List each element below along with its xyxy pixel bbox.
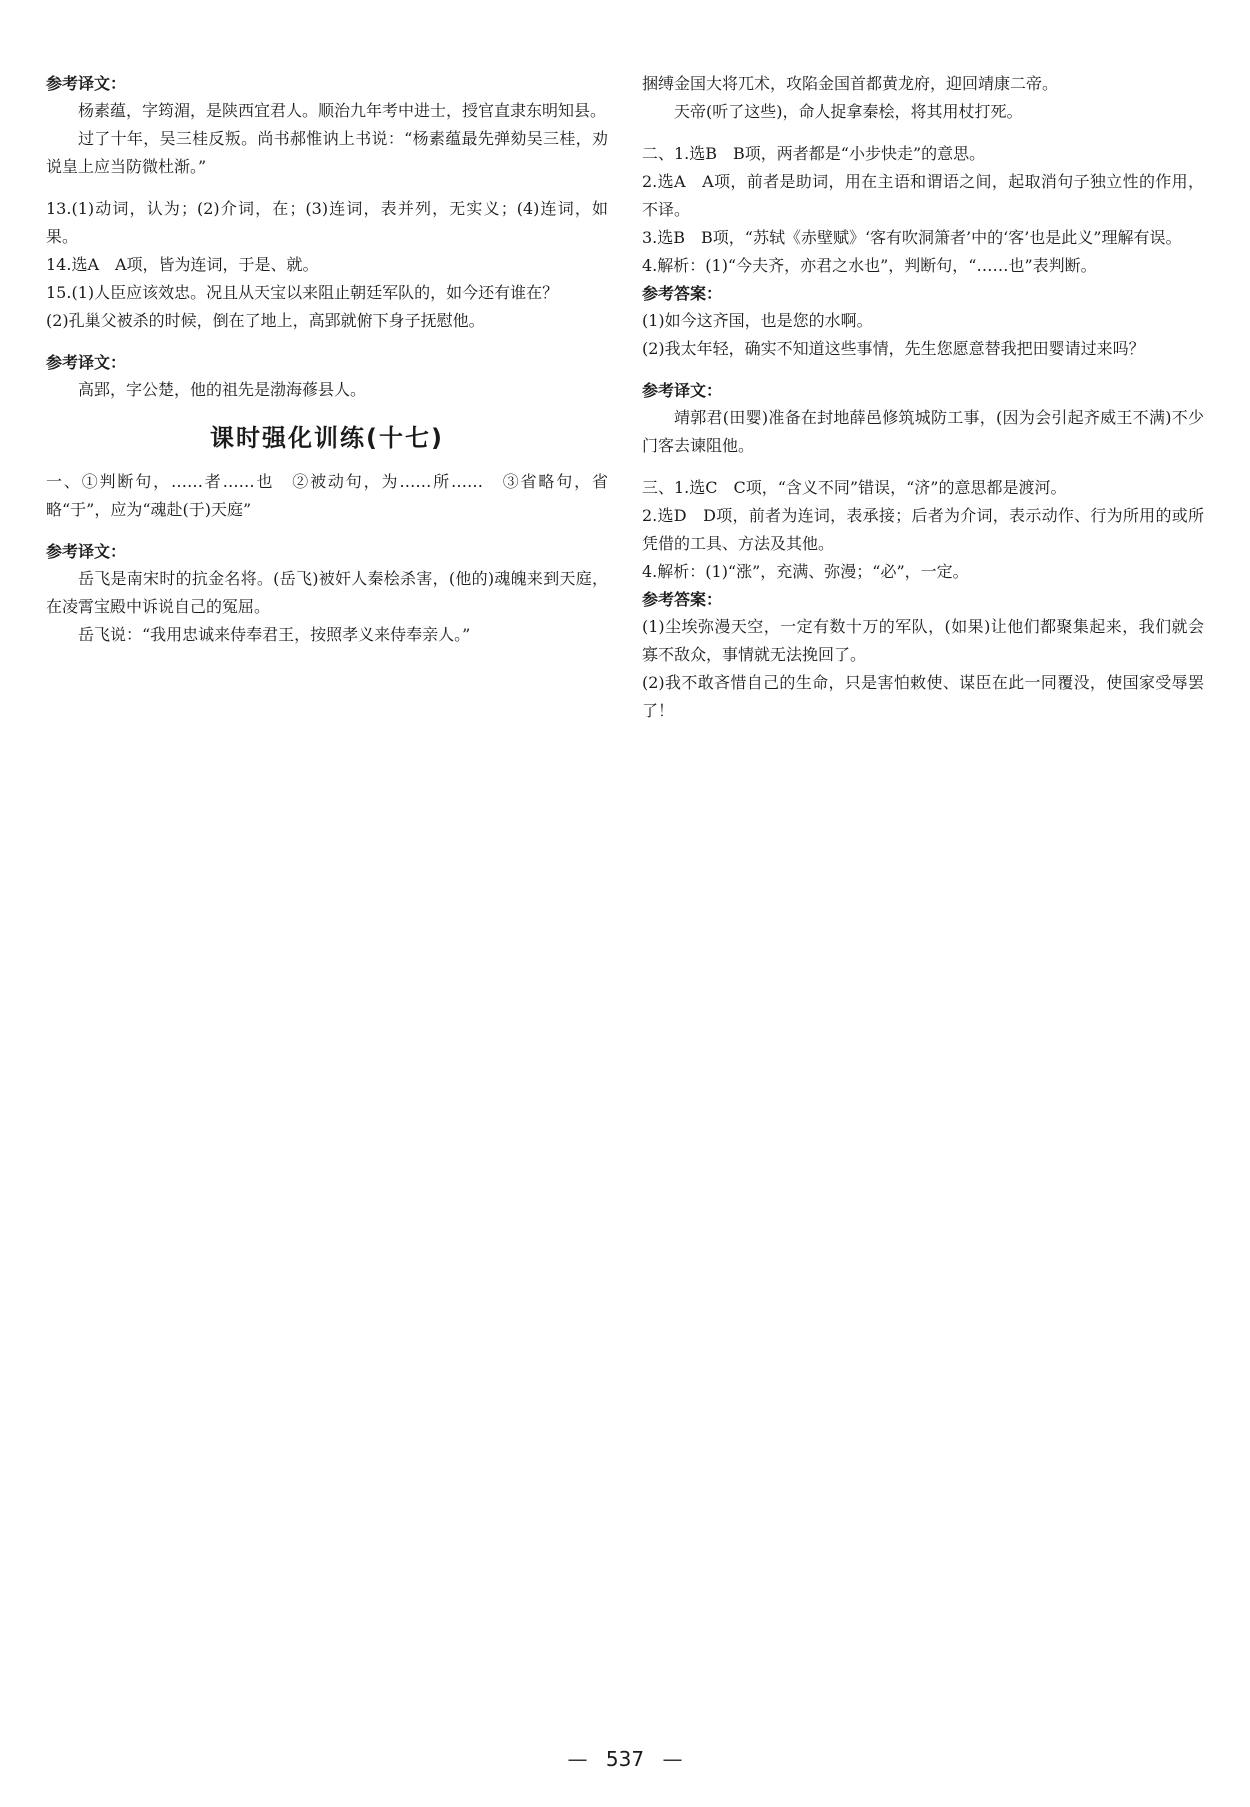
answers-part-two (642, 140, 1204, 363)
footer-dash: — (662, 1747, 683, 1771)
section-label: 参考答案： (642, 284, 723, 303)
answer-1: 二、1.选B B项，两者都是“小步快走”的意思。 (642, 144, 986, 163)
section-label: 参考译文： (46, 74, 127, 93)
answer-15-2: (2)孔巢父被杀的时候，倒在了地上，高郢就俯下身子抚慰他。 (46, 311, 485, 330)
section-label: 参考答案： (642, 590, 723, 609)
answer-4: 4.解析：(1)“今夫齐，亦君之水也”，判断句，“……也”表判断。 (642, 256, 1097, 275)
translation-block-tian-ying (642, 377, 1204, 460)
paragraph: 天帝(听了这些)，命人捉拿秦桧，将其用杖打死。 (674, 102, 1023, 121)
page-number: 537 (605, 1747, 645, 1771)
section-label: 参考译文： (46, 353, 127, 372)
answer-text: (1)尘埃弥漫天空，一定有数十万的军队，(如果)让他们都聚集起来，我们就会寡不敌众，事情就无法挽回了。 (642, 617, 1204, 664)
answer-item: 4.解析：(1)“涨”，充满、弥漫；“必”，一定。 (642, 562, 969, 581)
paragraph: 岳飞是南宋时的抗金名将。(岳飞)被奸人秦桧杀害，(他的)魂魄来到天庭，在凌霄宝殿中诉说自己的冤屈。 (46, 569, 608, 616)
answer-item: 2.选D D项，前者为连词，表承接；后者为介词，表示动作、行为所用的或所凭借的工具、方法及其他。 (642, 506, 1204, 553)
section-label: 参考译文： (46, 542, 127, 561)
answer-text: (1)如今这齐国，也是您的水啊。 (642, 311, 873, 330)
paragraph: 靖郭君(田婴)准备在封地薛邑修筑城防工事，(因为会引起齐威王不满)不少门客去谏阻他。 (642, 408, 1204, 455)
sentence-pattern-answers (46, 468, 608, 524)
footer-dash: — (567, 1747, 588, 1771)
left-column (46, 70, 608, 1710)
section-label: 参考译文： (642, 381, 723, 400)
right-column (642, 70, 1204, 1710)
answer-text: (2)我太年轻，确实不知道这些事情，先生您愿意替我把田婴请过来吗？ (642, 339, 1145, 358)
answer-2: 2.选A A项，前者是助词，用在主语和谓语之间，起取消句子独立性的作用，不译。 (642, 172, 1204, 219)
answer-item: 三、1.选C C项，“含义不同”错误，“济”的意思都是渡河。 (642, 478, 1067, 497)
page-footer (0, 1745, 1250, 1773)
paragraph: 杨素蕴，字筠湄，是陕西宜君人。顺治九年考中进士，授官直隶东明知县。 (78, 101, 607, 120)
answer-text: (2)我不敢吝惜自己的生命，只是害怕敕使、谋臣在此一同覆没，使国家受辱罢了！ (642, 673, 1204, 720)
paragraph: 岳飞说：“我用忠诚来侍奉君王，按照孝义来侍奉亲人。” (78, 625, 471, 644)
answer-13: 13.(1)动词，认为；(2)介词，在；(3)连词，表并列，无实义；(4)连词，如果。 (46, 199, 608, 246)
paragraph: 捆缚金国大将兀术，攻陷金国首都黄龙府，迎回靖康二帝。 (642, 74, 1059, 93)
translation-block-yang-suyun (46, 70, 608, 181)
answer-page (46, 70, 1204, 1710)
answer-14: 14.选A A项，皆为连词，于是、就。 (46, 255, 319, 274)
translation-block-gao-ying (46, 349, 608, 404)
answer-item: 一、①判断句，……者……也 ②被动句，为……所…… ③省略句，省略“于”，应为“魂赴(于)天庭” (46, 472, 608, 519)
answer-3: 3.选B B项，“苏轼《赤壁赋》‘客有吹洞箫者’中的‘客’也是此义”理解有误。 (642, 228, 1182, 247)
answer-15-1: 15.(1)人臣应该效忠。况且从天宝以来阻止朝廷军队的，如今还有谁在？ (46, 283, 559, 302)
paragraph: 高郢，字公楚，他的祖先是渤海蓚县人。 (78, 380, 367, 399)
translation-block-yue-fei (46, 538, 608, 649)
answers-part-three (642, 474, 1204, 725)
translation-continued (642, 70, 1204, 126)
paragraph: 过了十年，吴三桂反叛。尚书郝惟讷上书说：“杨素蕴最先弹劾吴三桂，劝说皇上应当防微杜渐。” (46, 129, 608, 176)
section-title: 课时强化训练(十七) (210, 424, 444, 452)
answers-13-15 (46, 195, 608, 335)
